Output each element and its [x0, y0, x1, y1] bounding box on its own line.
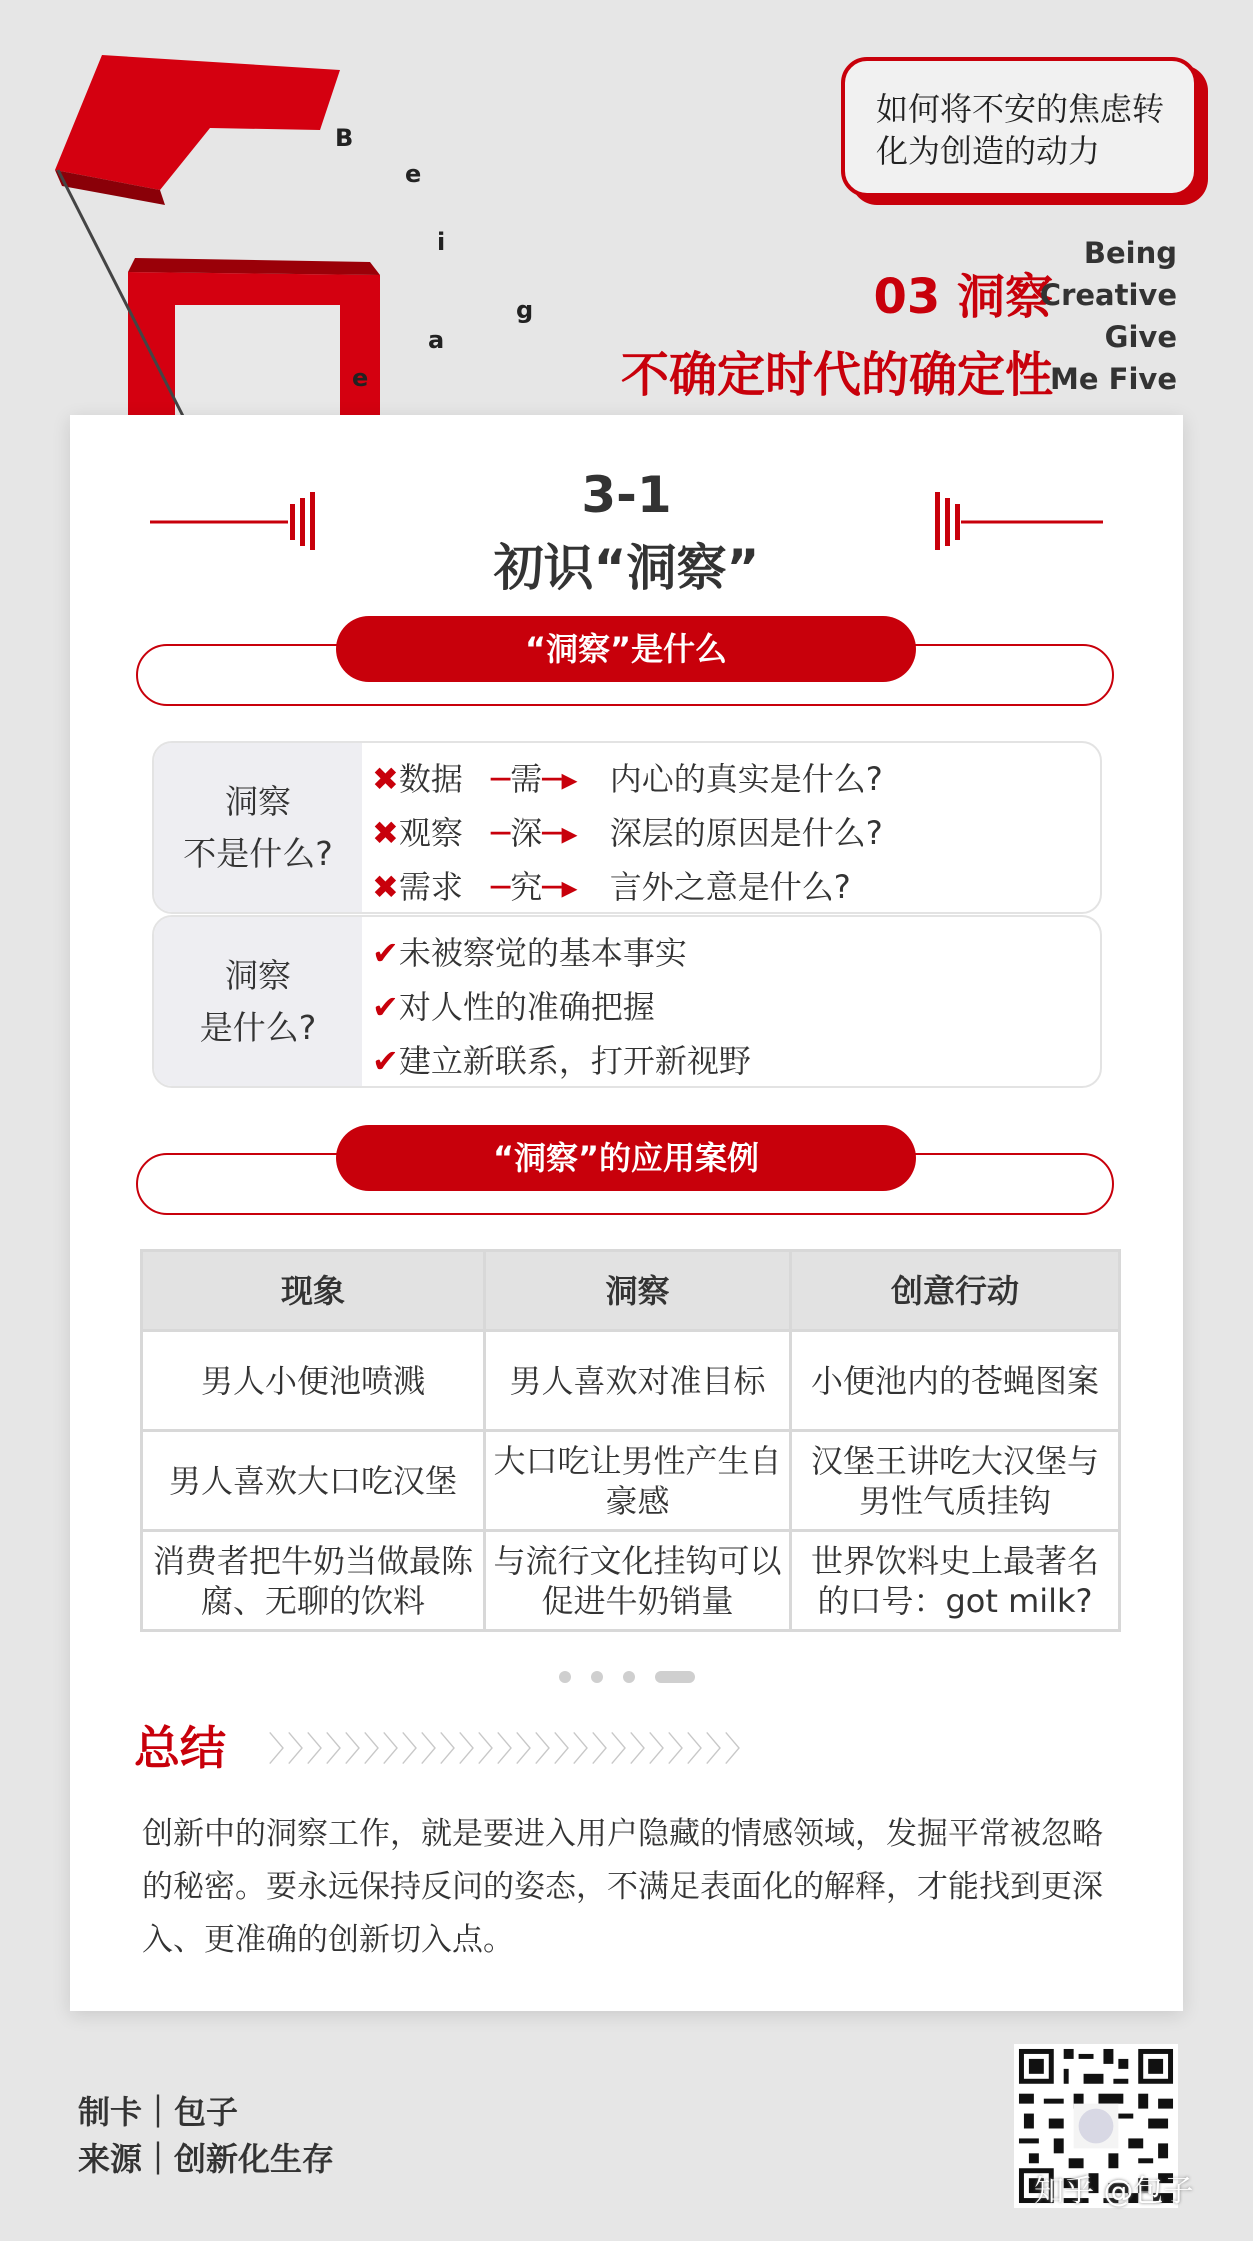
- chapter-subtitle: 不确定时代的确定性: [620, 347, 1053, 403]
- is-item-text: 对人性的准确把握: [398, 988, 655, 1026]
- table-cell: 与流行文化挂钩可以促进牛奶销量: [485, 1531, 791, 1631]
- check-icon: ✔: [372, 988, 399, 1026]
- arrow-icon: ─▸: [542, 868, 578, 906]
- side-tag-line: Give: [1104, 320, 1177, 354]
- floating-letter: g: [516, 296, 534, 324]
- bubble-text: 如何将不安的焦虑转化为创造的动力: [876, 90, 1165, 170]
- table-row: [142, 1431, 1120, 1531]
- table-cell: 男人喜欢对准目标: [485, 1331, 791, 1431]
- not-item-verb: 深: [510, 814, 543, 852]
- is-item-text: 未被察觉的基本事实: [398, 934, 687, 972]
- side-tag-line: Being: [1083, 236, 1177, 270]
- side-tag: [1040, 232, 1177, 400]
- side-tag-line: Me Five: [1050, 362, 1177, 396]
- not-item-question: 内心的真实是什么?: [609, 760, 883, 798]
- floating-letter: e: [352, 364, 369, 392]
- chapter-title: 03 洞察: [873, 269, 1053, 325]
- table-cell: 男人小便池喷溅: [142, 1331, 485, 1431]
- column-header: 创意行动: [791, 1251, 1120, 1331]
- table-cell: 汉堡王讲吃大汉堡与男性气质挂钩: [791, 1431, 1120, 1531]
- table-cell: 世界饮料史上最著名的口号：got milk?: [791, 1531, 1120, 1631]
- not-item-term: 数据: [398, 760, 463, 798]
- watermark: 知乎 @包子: [1034, 2174, 1194, 2209]
- cross-icon: ✖: [372, 814, 399, 852]
- arrow-icon: ─▸: [542, 760, 578, 798]
- table-cell: 消费者把牛奶当做最陈腐、无聊的饮料: [142, 1531, 485, 1631]
- cross-icon: ✖: [372, 868, 399, 906]
- is-item-text: 建立新联系，打开新视野: [398, 1042, 751, 1080]
- decorative-letters: [0, 0, 700, 430]
- floating-letter: i: [437, 228, 446, 256]
- section-number: 3-1: [581, 466, 672, 524]
- not-item-question: 深层的原因是什么?: [609, 814, 883, 852]
- is-item: [372, 928, 687, 974]
- floating-letter: B: [335, 124, 354, 152]
- summary-title: 总结: [134, 1721, 226, 1775]
- check-icon: ✔: [372, 1042, 399, 1080]
- summary-text: 创新中的洞察工作，就是要进入用户隐藏的情感领域，发掘平常被忽略的秘密。要永远保持反问的姿态，不满足表面化的解释，才能找到更深入、更准确的创新切入点。: [142, 1816, 1103, 1958]
- cross-icon: ✖: [372, 760, 399, 798]
- check-icon: ✔: [372, 934, 399, 972]
- arrow-icon: ─: [491, 814, 511, 852]
- table-row: [142, 1531, 1120, 1631]
- cases-pill: “洞察”的应用案例: [336, 1125, 916, 1191]
- section-title: 初识“洞察”: [493, 539, 760, 597]
- page-dot[interactable]: [623, 1671, 635, 1683]
- column-header: 洞察: [485, 1251, 791, 1331]
- is-item: [372, 1036, 751, 1082]
- pagination-dots: [0, 1666, 1253, 1685]
- table-header-row: [142, 1251, 1120, 1331]
- not-item-term: 需求: [398, 868, 463, 906]
- credit-source: 来源｜创新化生存: [78, 2140, 335, 2178]
- not-item-verb: 究: [510, 868, 543, 906]
- chevron-divider-icon: 〉〉〉〉〉〉〉〉〉〉〉〉〉〉〉〉〉〉〉〉〉〉〉〉〉: [268, 1730, 760, 1770]
- side-tag-line: Creative: [1039, 278, 1177, 312]
- not-item-question: 言外之意是什么?: [609, 868, 851, 906]
- table-row: [142, 1331, 1120, 1431]
- cases-table: [140, 1249, 1121, 1632]
- is-item: [372, 982, 655, 1028]
- table-cell: 男人喜欢大口吃汉堡: [142, 1431, 485, 1531]
- is-insight-label: 洞察 是什么?: [154, 917, 362, 1086]
- not-item: [372, 862, 851, 908]
- page-dot[interactable]: [559, 1671, 571, 1683]
- what-is-pill: “洞察”是什么: [336, 616, 916, 682]
- not-insight-label: 洞察 不是什么?: [154, 743, 362, 912]
- table-cell: 大口吃让男性产生自豪感: [485, 1431, 791, 1531]
- not-item: [372, 754, 883, 800]
- not-item-term: 观察: [398, 814, 463, 852]
- page-dot[interactable]: [591, 1671, 603, 1683]
- table-cell: 小便池内的苍蝇图案: [791, 1331, 1120, 1431]
- page-dot-active[interactable]: [655, 1671, 695, 1683]
- not-item: [372, 808, 883, 854]
- credit-maker: 制卡｜包子: [78, 2093, 239, 2131]
- column-header: 现象: [142, 1251, 485, 1331]
- arrow-icon: ─: [491, 868, 511, 906]
- arrow-icon: ─: [491, 760, 511, 798]
- not-item-verb: 需: [510, 760, 543, 798]
- floating-letter: a: [428, 326, 445, 354]
- arrow-icon: ─▸: [542, 814, 578, 852]
- floating-letter: e: [405, 160, 422, 188]
